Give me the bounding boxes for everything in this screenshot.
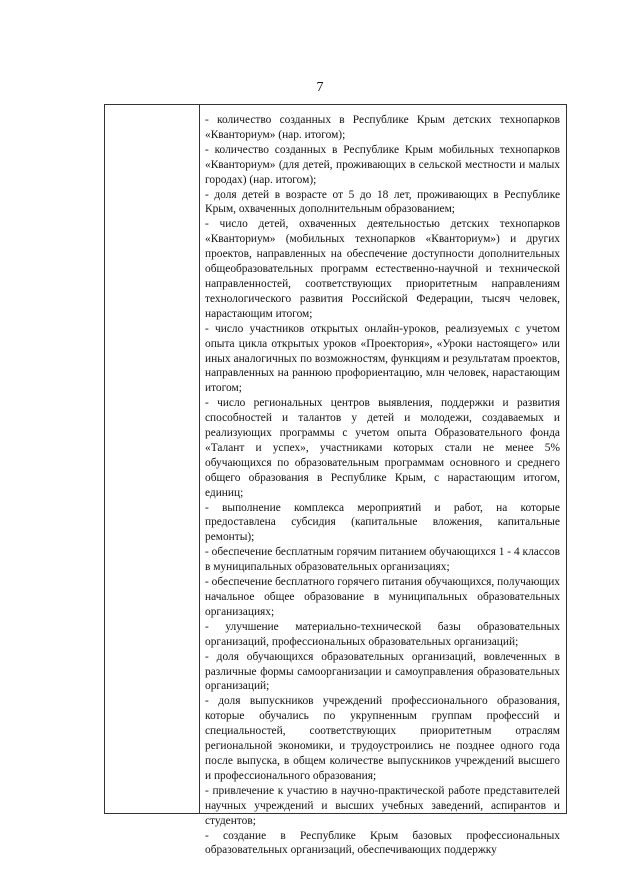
list-item: - доля детей в возрасте от 5 до 18 лет, проживающих в Республике Крым, охваченных дополнительным образованием;	[205, 188, 560, 216]
list-item: - доля обучающихся образовательных организаций, вовлеченных в различные формы самоорганизации и самоуправления образовательных организаций;	[205, 650, 560, 693]
list-item: - привлечение к участию в научно-практической работе представителей научных учреждений и высших учебных заведений, аспирантов и студентов;	[205, 784, 560, 827]
list-item: - обеспечение бесплатным горячим питанием обучающихся 1 - 4 классов в муниципальных образовательных организациях;	[205, 546, 560, 574]
list-item: - число детей, охваченных деятельностью детских технопарков «Кванториум» (мобильных технопарков «Кванториум») и других проектов, направленных на обеспечение доступности дополнительных общеобразовательных программ естественно-научной и технической направленностей, соответствующих приоритетным направлениям технологического развития Российской Федерации, тысяч человек, нарастающим итогом;	[205, 218, 560, 320]
indicators-table	[104, 104, 567, 857]
list-item: - доля выпускников учреждений профессионального образования, которые обучались по укрупненным группам профессий и специальностей, соответствующих приоритетным отраслям региональной экономики, и трудоустроились не позднее одного года после выпуска, в общем количестве выпускников учреждений высшего и профессионального образования;	[205, 695, 560, 782]
list-item: - создание в Республике Крым базовых профессиональных образовательных организаций, обеспечивающих поддержку	[205, 829, 560, 857]
list-item: - количество созданных в Республике Крым детских технопарков «Кванториум» (нар. итогом);	[205, 114, 560, 141]
table-right-column	[200, 105, 566, 857]
list-item: - улучшение материально-технической базы образовательных организаций, профессиональных образовательных организаций;	[205, 620, 560, 648]
table-left-column	[105, 105, 200, 813]
page-number: 7	[316, 80, 324, 95]
list-item: - выполнение комплекса мероприятий и работ, на которые предоставлена субсидия (капитальные вложения, капитальные ремонты);	[205, 501, 560, 544]
list-item: - обеспечение бесплатного горячего питания обучающихся, получающих начальное общее образование в муниципальных образовательных организациях;	[205, 576, 560, 618]
list-item: - количество созданных в Республике Крым мобильных технопарков «Кванториум» (для детей, проживающих в сельской местности и малых городах) (нар. итогом);	[205, 143, 560, 186]
list-item: - число участников открытых онлайн-уроков, реализуемых с учетом опыта цикла открытых уроков «Проектория», «Уроки настоящего» или иных аналогичных по возможностям, функциям и результатам проектов, направленных на раннюю профориентацию, млн человек, нарастающим итогом;	[205, 322, 560, 395]
list-item: - число региональных центров выявления, поддержки и развития способностей и талантов у детей и молодежи, создаваемых и реализующих программы с учетом опыта Образовательного фонда «Талант и успех», участниками которых стали не менее 5% обучающихся по образовательным программам основного и среднего общего образования в Республике Крым, с нарастающим итогом, единиц;	[205, 397, 560, 499]
